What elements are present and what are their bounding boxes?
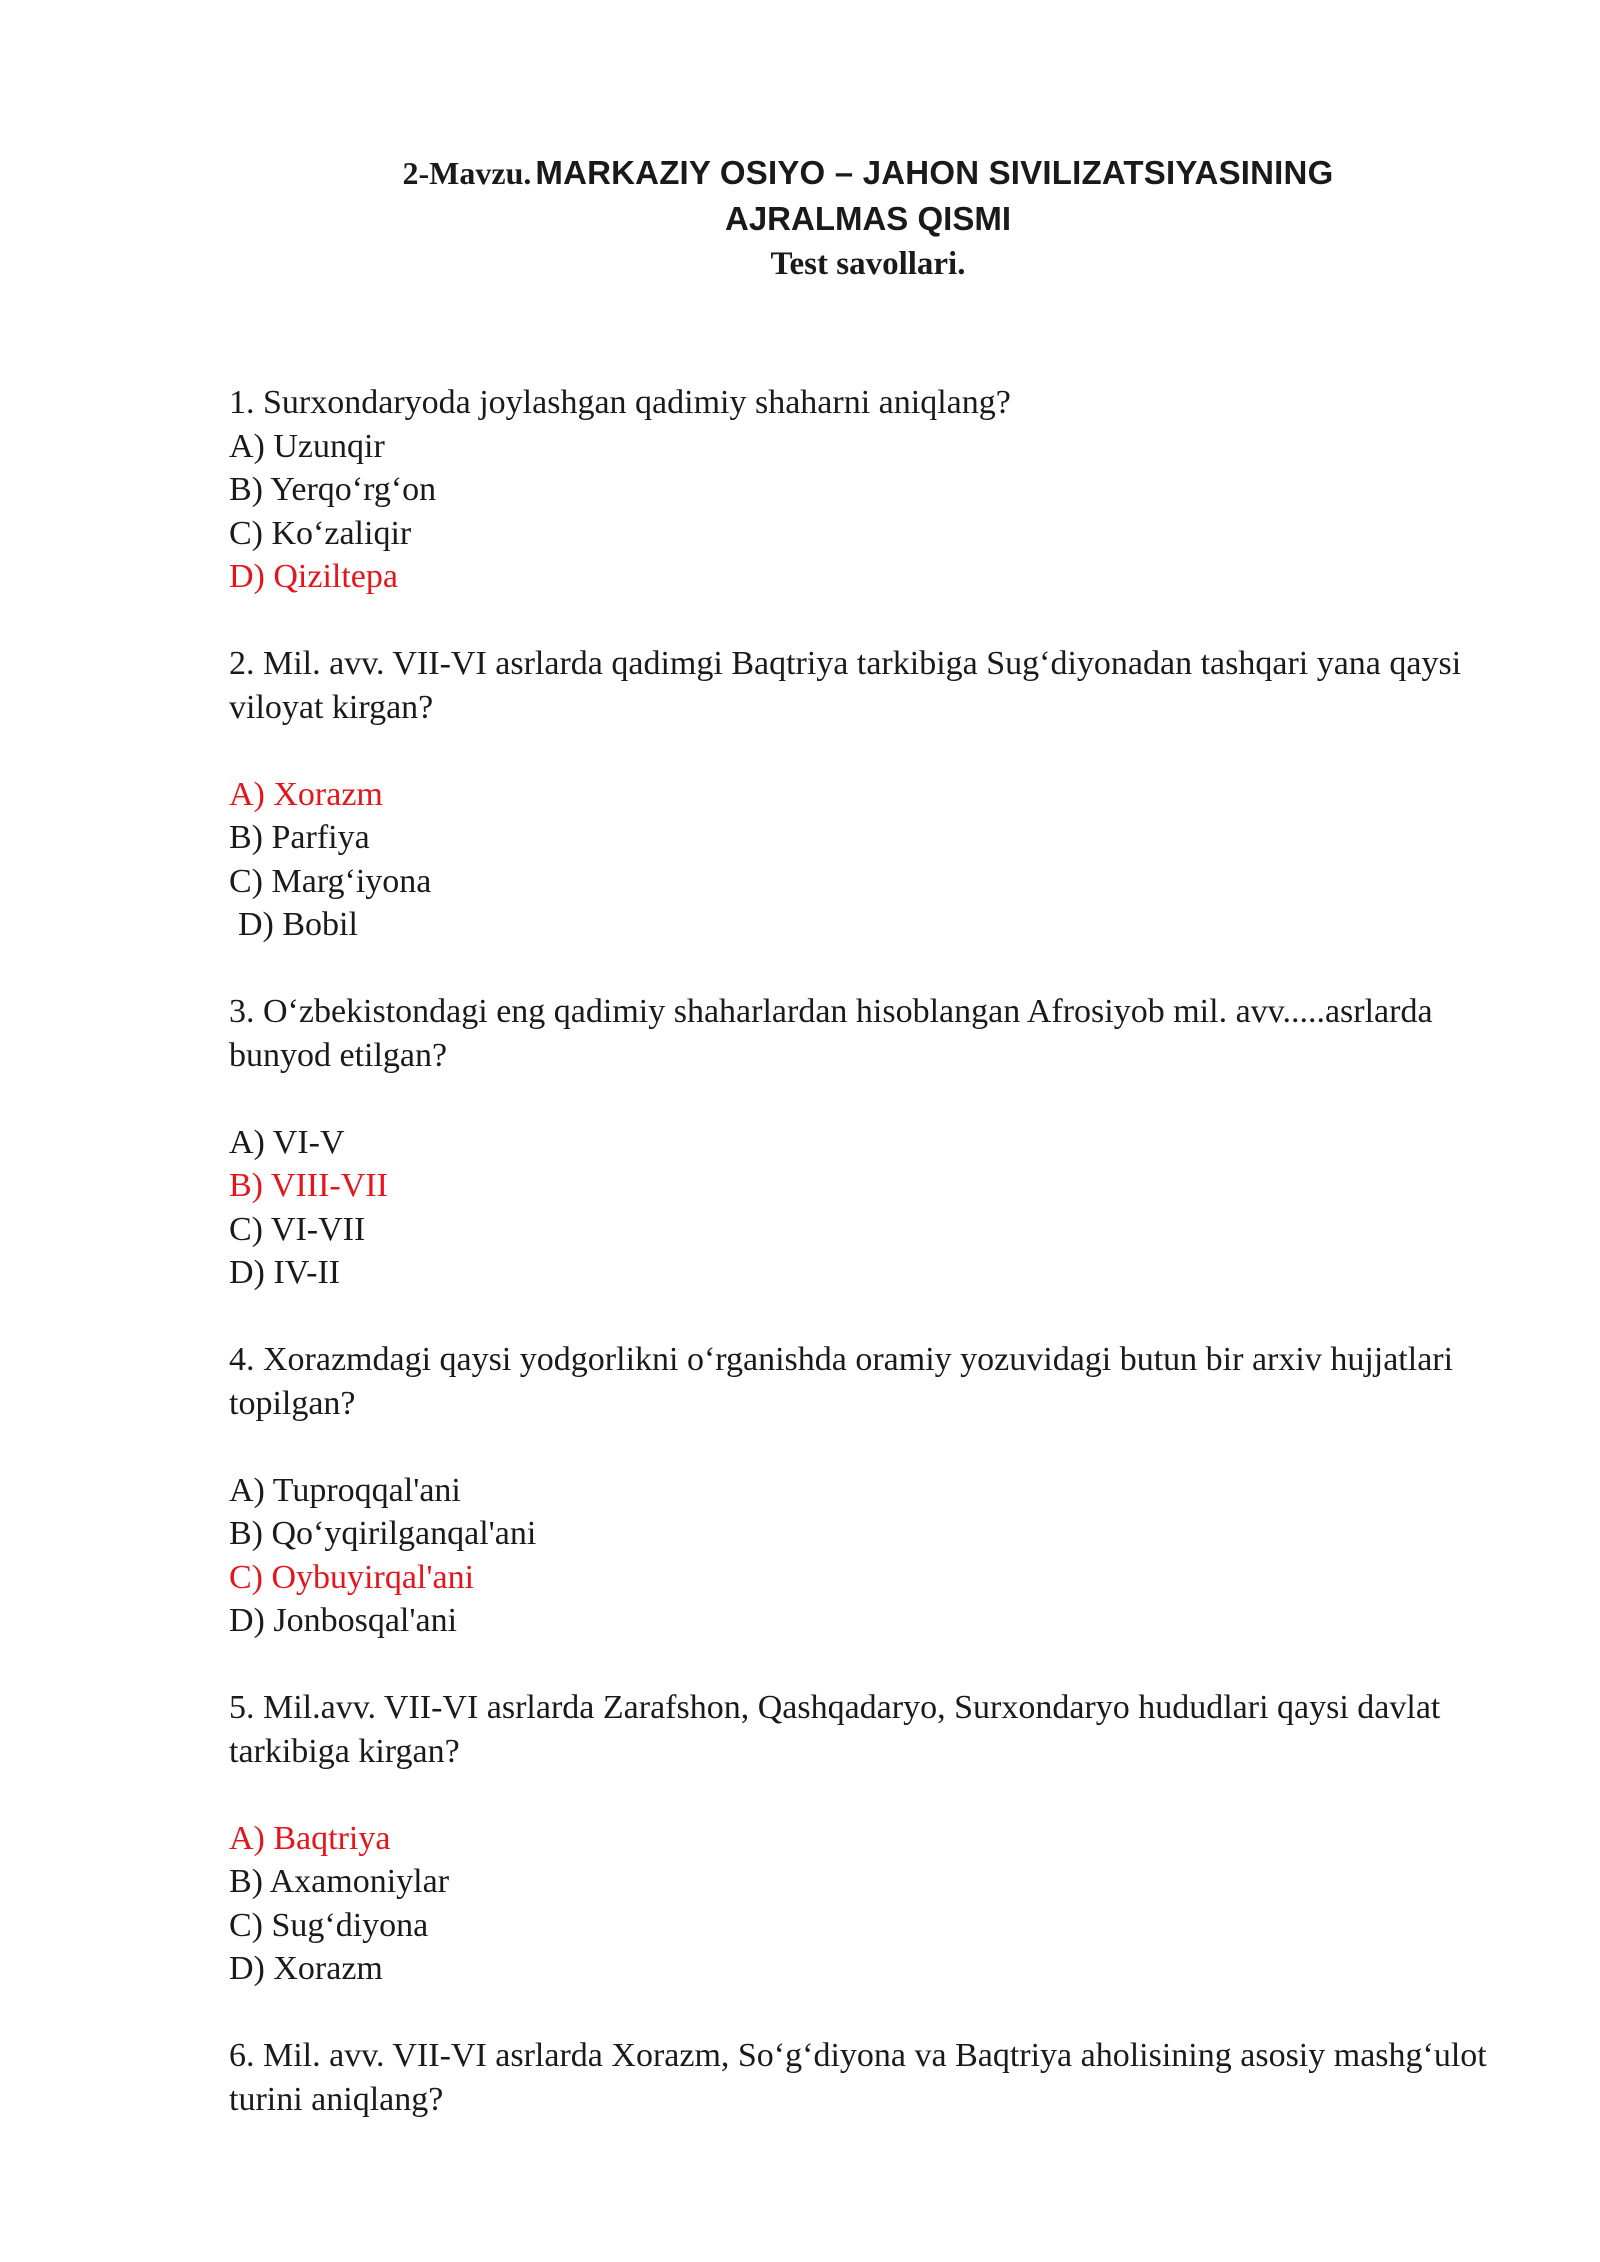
- subtitle: Test savollari.: [770, 246, 966, 282]
- question-5: [229, 1686, 1489, 1991]
- question-text: 6. Mil. avv. VII-VI asrlarda Xorazm, So‘g‘diyona va Baqtriya aholisining asosiy mashg‘ulot turini aniqlang?: [229, 2037, 1487, 2118]
- spacer: [229, 1991, 1489, 2035]
- answer-option-b: B) Qo‘yqirilganqal'ani: [229, 1515, 537, 1552]
- answer-option-a: A) Tuproqqal'ani: [229, 1471, 461, 1509]
- question-6: [229, 2034, 1489, 2121]
- answer-option-c: C) Marg‘iyona: [229, 862, 432, 900]
- answer-option-d: D) Jonbosqal'ani: [229, 1602, 458, 1639]
- title-line-1: [0, 150, 1600, 196]
- spacer: [229, 599, 1489, 643]
- question-text: 5. Mil.avv. VII-VI asrlarda Zarafshon, Qashqadaryo, Surxondaryo hududlari qaysi davlat tarkibiga kirgan?: [229, 1689, 1441, 1770]
- document-header: [0, 150, 1600, 286]
- question-2: [229, 642, 1489, 947]
- answer-option-c: C) Ko‘zaliqir: [229, 514, 412, 552]
- correct-answer-option-a: A) Xorazm: [229, 775, 383, 813]
- answer-option-a: A) VI-V: [229, 1123, 345, 1161]
- answer-option-b: B) Parfiya: [229, 819, 370, 856]
- question-text: 4. Xorazmdagi qaysi yodgorlikni o‘rganishda oramiy yozuvidagi butun bir arxiv hujjatlari topilgan?: [229, 1341, 1454, 1422]
- question-text: 1. Surxondaryoda joylashgan qadimiy shaharni aniqlang?: [229, 384, 1011, 421]
- question-text: 3. O‘zbekistondagi eng qadimiy shaharlardan hisoblangan Afrosiyob mil. avv.....asrlarda bunyod etilgan?: [229, 993, 1433, 1074]
- question-3: [229, 990, 1489, 1295]
- question-list: [229, 381, 1489, 2121]
- topic-title-part-1: MARKAZIY OSIYO – JAHON SIVILIZATSIYASINING: [535, 154, 1334, 191]
- spacer: [229, 1773, 1489, 1817]
- spacer: [229, 729, 1489, 773]
- question-4: [229, 1338, 1489, 1643]
- answer-option-b: B) Yerqo‘rg‘on: [229, 471, 437, 508]
- answer-option-d: D) IV-II: [229, 1254, 341, 1291]
- spacer: [229, 1643, 1489, 1687]
- correct-answer-option-a: A) Baqtriya: [229, 1819, 391, 1857]
- answer-option-d: D) Xorazm: [229, 1950, 383, 1987]
- spacer: [229, 1077, 1489, 1121]
- topic-title-part-2: AJRALMAS QISMI: [724, 200, 1011, 237]
- correct-answer-option-d: D) Qiziltepa: [229, 558, 398, 595]
- answer-option-d: D) Bobil: [238, 906, 358, 943]
- spacer: [229, 1295, 1489, 1339]
- question-1: [229, 381, 1489, 599]
- answer-option-c: C) Sug‘diyona: [229, 1906, 429, 1944]
- topic-number: 2-Mavzu.: [402, 155, 532, 191]
- correct-answer-option-b: B) VIII-VII: [229, 1167, 388, 1204]
- spacer: [229, 1425, 1489, 1469]
- spacer: [229, 947, 1489, 991]
- answer-option-b: B) Axamoniylar: [229, 1863, 450, 1900]
- answer-option-a: A) Uzunqir: [229, 427, 385, 465]
- correct-answer-option-c: C) Oybuyirqal'ani: [229, 1558, 475, 1596]
- answer-option-c: C) VI-VII: [229, 1210, 366, 1248]
- question-text: 2. Mil. avv. VII-VI asrlarda qadimgi Baqtriya tarkibiga Sug‘diyonadan tashqari yana qaysi viloyat kirgan?: [229, 645, 1462, 726]
